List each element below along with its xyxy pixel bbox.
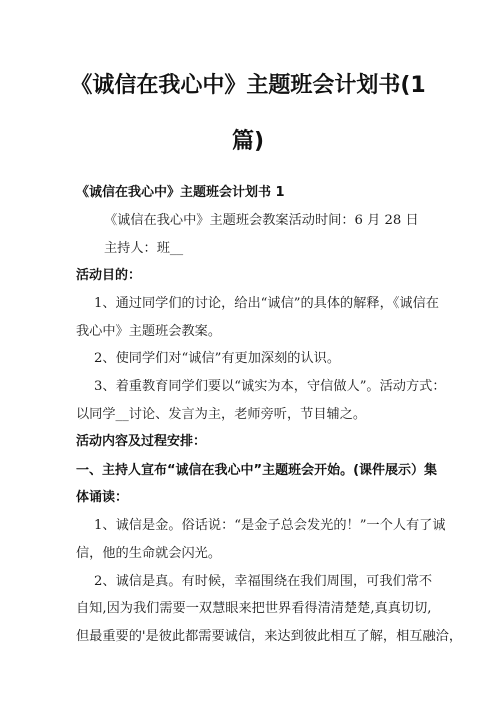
- paragraph-integrity-truth-a: 2、诚信是真。有时候，幸福围绕在我们周围，可我们常不: [94, 574, 433, 589]
- paragraph-purpose-2: 2、使同学们对“诚信”有更加深刻的认识。: [94, 351, 341, 366]
- paragraph-purpose-3b: 以同学__讨论、发言为主，老师旁听，节目辅之。: [76, 407, 367, 422]
- section-subtitle: 《诚信在我心中》主题班会计划书 1: [76, 185, 285, 200]
- document-title-line-2: 篇): [231, 129, 265, 154]
- paragraph-activity-time: 《诚信在我心中》主题班会教案活动时间：6 月 28 日: [104, 213, 419, 228]
- paragraph-integrity-gold-b: 信，他的生命就会闪光。: [76, 546, 222, 561]
- heading-activity-content: 活动内容及过程安排：: [76, 434, 207, 449]
- paragraph-host: 主持人：班__: [104, 241, 184, 256]
- heading-host-announce-a: 一、主持人宣布“诚信在我心中”主题班会开始。(课件展示）集: [76, 463, 438, 478]
- paragraph-integrity-truth-b: 自知,因为我们需要一双慧眼来把世界看得清清楚楚,真真切切,: [76, 601, 432, 616]
- heading-activity-purpose: 活动目的：: [76, 268, 142, 283]
- paragraph-integrity-gold-a: 1、诚信是金。俗话说：“是金子总会发光的！”一个人有了诚: [94, 518, 446, 533]
- paragraph-purpose-1b: 我心中》主题班会教案。: [76, 324, 222, 339]
- document-title-line-1: 《诚信在我心中》主题班会计划书(1: [70, 73, 426, 98]
- paragraph-purpose-1a: 1、通过同学们的讨论，给出“诚信”的具体的解释，《诚信在: [94, 296, 439, 311]
- paragraph-integrity-truth-c: 但最重要的'是彼此都需要诚信，来达到彼此相互了解，相互融洽，: [76, 629, 463, 644]
- heading-host-announce-b: 体诵读：: [76, 490, 129, 505]
- paragraph-purpose-3a: 3、着重教育同学们要以“诚实为本，守信做人”。活动方式：: [94, 379, 446, 394]
